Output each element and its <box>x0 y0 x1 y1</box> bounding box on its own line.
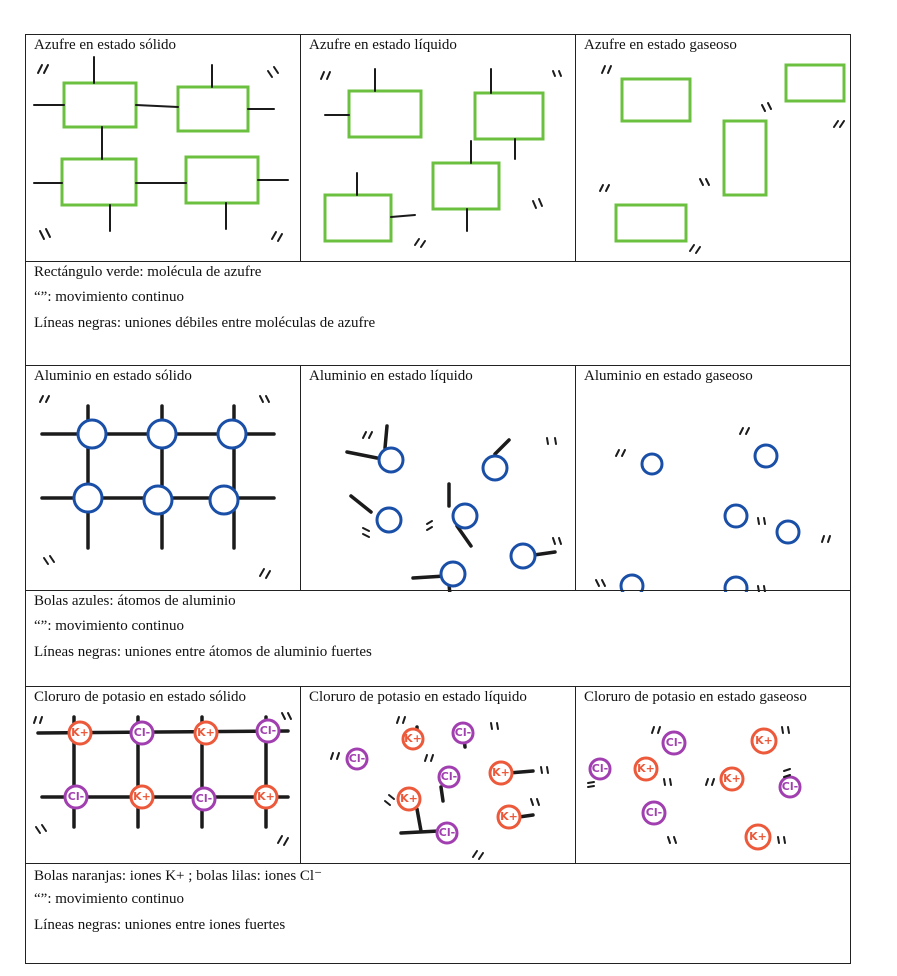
panel-kcl-liquid <box>300 686 576 864</box>
potassium-ion <box>403 729 423 749</box>
panel-title: Cloruro de potasio en estado gaseoso <box>584 689 807 705</box>
aluminium-solid-drawing <box>26 366 302 592</box>
aluminium-atom <box>642 454 662 474</box>
sulfur-molecule <box>724 121 766 195</box>
potassium-ion <box>721 768 743 790</box>
ion-label: K+ <box>723 772 741 785</box>
panel-sulfur-gas <box>575 34 851 262</box>
chloride-ion <box>347 749 367 769</box>
potassium-ion <box>398 788 420 810</box>
sulfur-molecule <box>349 91 421 137</box>
motion-marks <box>38 65 282 241</box>
panel-title: Cloruro de potasio en estado líquido <box>309 689 527 705</box>
aluminium-atom <box>210 486 238 514</box>
aluminium-gas-drawing <box>576 366 852 592</box>
potassium-ion <box>746 825 770 849</box>
ion-label: K+ <box>133 790 151 803</box>
aluminium-atom <box>483 456 507 480</box>
chloride-ion <box>663 732 685 754</box>
sulfur-molecule <box>178 87 248 131</box>
legend-line: Líneas negras: uniones débiles entre moléculas de azufre <box>34 315 376 331</box>
sulfur-molecule <box>616 205 686 241</box>
chloride-ion <box>643 802 665 824</box>
sulfur-molecule <box>186 157 258 203</box>
motion-marks <box>321 71 561 247</box>
panel-title: Aluminio en estado líquido <box>309 368 473 384</box>
chloride-ion <box>437 823 457 843</box>
panel-aluminium-solid <box>25 365 301 591</box>
ion-label: Cl- <box>259 724 277 737</box>
ion-label: K+ <box>197 726 215 739</box>
ion-label: Cl- <box>645 806 663 819</box>
kcl-solid-drawing <box>26 687 302 865</box>
panel-title: Aluminio en estado gaseoso <box>584 368 753 384</box>
panel-aluminium-gas <box>575 365 851 591</box>
aluminium-atom <box>777 521 799 543</box>
ion-label: Cl- <box>195 792 213 805</box>
potassium-ion <box>255 786 277 808</box>
panel-aluminium-liquid <box>300 365 576 591</box>
panel-title: Cloruro de potasio en estado sólido <box>34 689 247 705</box>
panel-sulfur-solid <box>25 34 301 262</box>
aluminium-atom <box>511 544 535 568</box>
legend-line: “”: movimiento continuo <box>34 289 184 305</box>
sulfur-molecule <box>622 79 690 121</box>
aluminium-atom <box>453 504 477 528</box>
ion-label: K+ <box>71 726 89 739</box>
aluminium-atom <box>218 420 246 448</box>
sulfur-solid-drawing <box>26 35 302 263</box>
panel-sulfur-liquid <box>300 34 576 262</box>
sulfur-molecule <box>433 163 499 209</box>
legend-line: Líneas negras: uniones entre iones fuertes <box>34 917 286 933</box>
sulfur-molecule <box>475 93 543 139</box>
ion-label: K+ <box>637 762 655 775</box>
panel-title: Azufre en estado líquido <box>309 37 457 53</box>
potassium-ion <box>498 806 520 828</box>
aluminium-atom <box>148 420 176 448</box>
sulfur-molecule <box>786 65 844 101</box>
ion-label: K+ <box>257 790 275 803</box>
sulfur-molecule <box>62 159 136 205</box>
legend-line: Bolas naranjas: iones K+ ; bolas lilas: iones Cl⁻ <box>34 868 323 884</box>
ion-label: K+ <box>755 734 773 747</box>
chloride-ion <box>439 767 459 787</box>
legend-kcl <box>25 863 851 964</box>
ion-label: Cl- <box>438 826 456 839</box>
motion-marks <box>600 66 844 253</box>
aluminium-atom <box>78 420 106 448</box>
ion-label: K+ <box>492 766 510 779</box>
motion-marks <box>596 428 830 592</box>
potassium-ion <box>131 786 153 808</box>
legend-sulfur <box>25 261 851 366</box>
panel-title: Azufre en estado sólido <box>34 37 177 53</box>
sulfur-liquid-drawing <box>301 35 577 263</box>
ion-label: Cl- <box>440 770 458 783</box>
aluminium-atom <box>725 505 747 527</box>
legend-line: Rectángulo verde: molécula de azufre <box>34 264 262 280</box>
ion-label: Cl- <box>665 736 683 749</box>
potassium-ion <box>69 722 91 744</box>
aluminium-atom <box>144 486 172 514</box>
diagram-table <box>25 34 851 964</box>
ion-label: K+ <box>404 732 422 745</box>
chloride-ion <box>590 759 610 779</box>
aluminium-atom <box>74 484 102 512</box>
sulfur-molecule <box>325 195 391 241</box>
legend-line: Líneas negras: uniones entre átomos de aluminio fuertes <box>34 644 372 660</box>
sulfur-molecule <box>64 83 136 127</box>
ion-label: K+ <box>500 810 518 823</box>
ion-label: K+ <box>749 830 767 843</box>
chloride-ion <box>193 788 215 810</box>
chloride-ion <box>453 723 473 743</box>
chloride-ion <box>65 786 87 808</box>
legend-line: “”: movimiento continuo <box>34 618 184 634</box>
chloride-ion <box>257 720 279 742</box>
chloride-ion <box>780 777 800 797</box>
panel-kcl-gas <box>575 686 851 864</box>
ion-label: Cl- <box>454 726 472 739</box>
ion-label: Cl- <box>133 726 151 739</box>
panel-kcl-solid <box>25 686 301 864</box>
kcl-liquid-drawing <box>301 687 577 865</box>
ion-label: K+ <box>400 792 418 805</box>
panel-title: Azufre en estado gaseoso <box>584 37 737 53</box>
panel-title: Aluminio en estado sólido <box>34 368 192 384</box>
ion-label: Cl- <box>348 752 366 765</box>
aluminium-liquid-drawing <box>301 366 577 592</box>
legend-line: “”: movimiento continuo <box>34 891 184 907</box>
ion-label: Cl- <box>781 780 799 793</box>
legend-line: Bolas azules: átomos de aluminio <box>34 593 236 609</box>
ion-label: Cl- <box>67 790 85 803</box>
aluminium-atom <box>377 508 401 532</box>
aluminium-atom <box>379 448 403 472</box>
aluminium-atom <box>441 562 465 586</box>
kcl-gas-drawing <box>576 687 852 865</box>
ion-label: Cl- <box>591 762 609 775</box>
aluminium-atom <box>755 445 777 467</box>
legend-aluminium <box>25 590 851 687</box>
sulfur-gas-drawing <box>576 35 852 263</box>
potassium-ion <box>490 762 512 784</box>
potassium-ion <box>195 722 217 744</box>
potassium-ion <box>635 758 657 780</box>
chloride-ion <box>131 722 153 744</box>
potassium-ion <box>752 729 776 753</box>
